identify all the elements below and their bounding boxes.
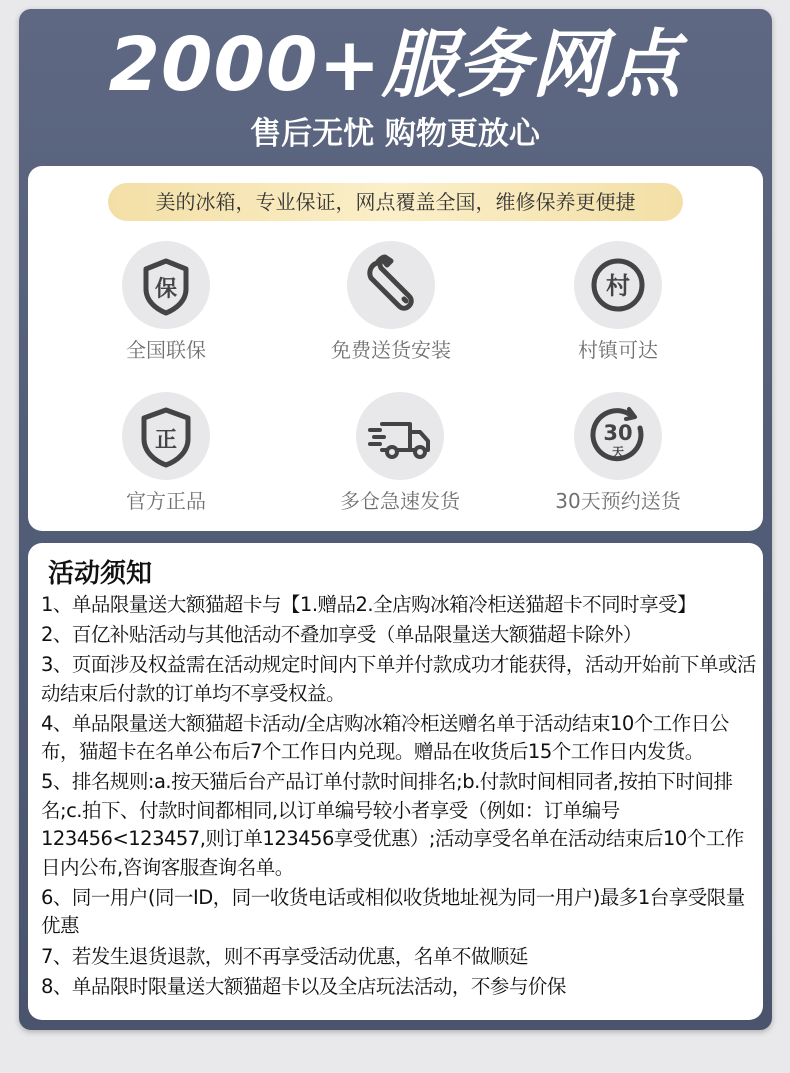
shield-glyph: 正	[154, 428, 178, 453]
feature-label: 官方正品	[126, 489, 206, 513]
feature-label: 30天预约送货	[555, 489, 681, 513]
shield-bao-icon	[122, 241, 210, 329]
service-card	[28, 166, 763, 531]
notice-item: 2、百亿补贴活动与其他活动不叠加享受（单品限量送大额猫超卡除外）	[41, 623, 642, 647]
notice-item: 8、单品限时限量送大额猫超卡以及全店玩法活动，不参与价保	[41, 974, 566, 998]
notice-item: 6、同一用户(同一ID，同一收货电话或相似收货地址视为同一用户)最多1台享受限量优惠	[41, 885, 745, 938]
service-banner: 美的冰箱，专业保证，网点覆盖全国，维修保养更便捷	[108, 183, 683, 221]
notice-title: 活动须知	[48, 559, 153, 589]
notice-item: 1、单品限量送大额猫超卡与【1.赠品2.全店购冰箱冷柜送猫超卡不同时享受】	[41, 593, 697, 616]
feature-label: 村镇可达	[578, 338, 658, 362]
notice-item: 7、若发生退货退款，则不再享受活动优惠，名单不做顺延	[41, 944, 528, 968]
delivery-truck-icon	[356, 392, 444, 480]
village-circle-icon	[574, 241, 662, 329]
notice-list	[41, 591, 757, 1003]
feature-30-day-scheduled-delivery	[528, 392, 708, 516]
feature-label: 免费送货安装	[331, 338, 451, 362]
days-unit: 天	[611, 445, 625, 459]
feature-label: 多仓急速发货	[340, 489, 460, 513]
subheadline: 售后无忧 购物更放心	[250, 116, 540, 152]
feature-village-reach	[528, 241, 708, 365]
calendar-30-days-icon	[574, 392, 662, 480]
notice-item: 3、页面涉及权益需在活动规定时间内下单并付款成功才能获得，活动开始前下单或活动结束后付款的订单均不享受权益。	[41, 653, 756, 705]
shield-glyph: 保	[154, 277, 178, 302]
headline: 2000+服务网点	[108, 22, 682, 108]
wrench-icon	[347, 241, 435, 329]
feature-fast-shipping	[310, 392, 490, 516]
feature-label: 全国联保	[126, 338, 206, 362]
village-glyph: 村	[606, 272, 630, 300]
notice-item: 5、排名规则:a.按天猫后台产品订单付款时间排名;b.付款时间相同者,按拍下时间排名;c.拍下、付款时间都相同,以订单编号较小者享受（例如：订单编号123456<123457,则订单123456享受优惠）;活动享受名单在活动结束后10个工作日内公布,咨询客服查询名单。	[41, 770, 744, 879]
feature-nationwide-warranty	[76, 241, 256, 365]
feature-official-genuine	[76, 392, 256, 516]
shield-zheng-icon	[122, 392, 210, 480]
days-number: 30	[603, 421, 633, 445]
activity-notice-card	[28, 543, 763, 1020]
notice-item: 4、单品限量送大额猫超卡活动/全店购冰箱冷柜送赠名单于活动结束10个工作日公布，猫超卡在名单公布后7个工作日内兑现。赠品在收货后15个工作日内发货。	[41, 711, 729, 764]
feature-free-delivery-install	[301, 241, 481, 365]
